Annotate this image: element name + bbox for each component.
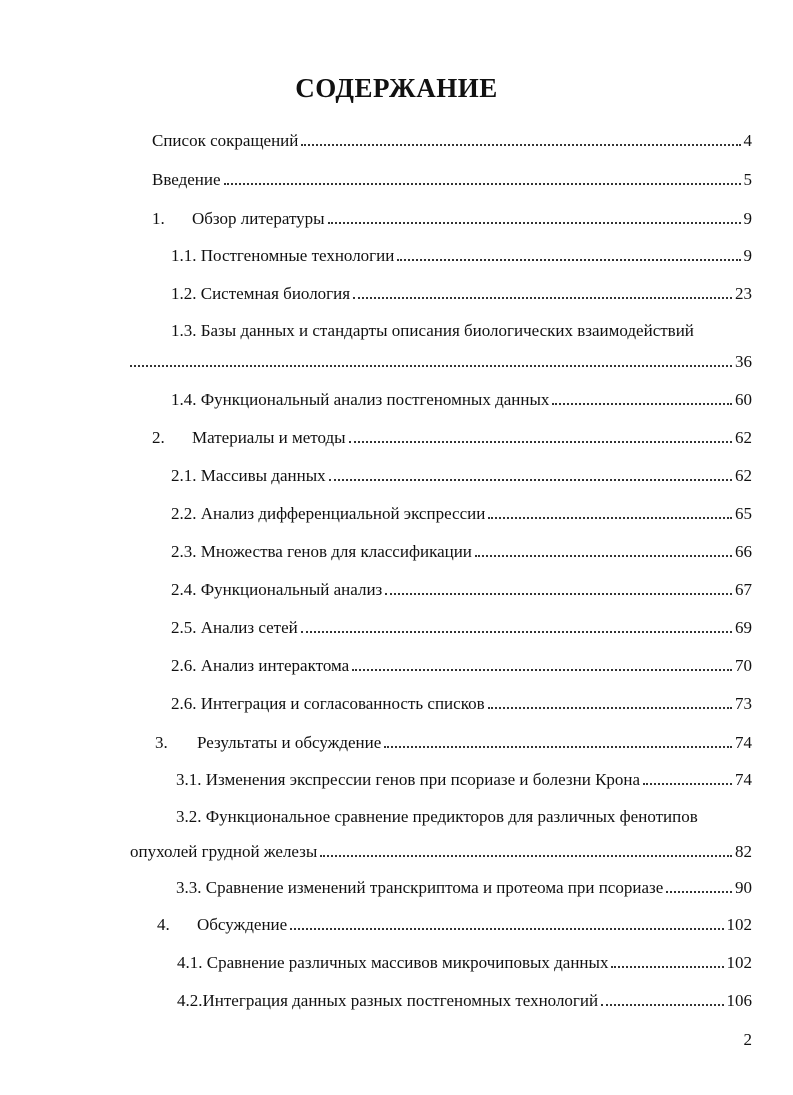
toc-entry-label: 2.3. Множества генов для классификации bbox=[171, 542, 472, 561]
toc-entry-label: 2.2. Анализ дифференциальной экспрессии bbox=[171, 504, 486, 523]
dot-leader bbox=[666, 887, 732, 893]
toc-entry-page: 65 bbox=[735, 504, 752, 523]
dot-leader bbox=[328, 218, 741, 224]
toc-entry[interactable] bbox=[130, 838, 752, 862]
toc-entry[interactable] bbox=[152, 127, 752, 151]
dot-leader bbox=[320, 851, 732, 857]
toc-entry-page: 36 bbox=[735, 352, 752, 371]
dot-leader bbox=[301, 140, 740, 146]
toc-entry[interactable] bbox=[155, 729, 752, 753]
dot-leader bbox=[349, 437, 732, 443]
toc-entry-page: 23 bbox=[735, 284, 752, 303]
toc-entry[interactable] bbox=[176, 766, 752, 790]
toc-entry-label: 2.5. Анализ сетей bbox=[171, 618, 298, 637]
toc-entry-page: 102 bbox=[726, 953, 752, 972]
toc-entry-line1[interactable] bbox=[176, 803, 752, 827]
toc-entry[interactable] bbox=[130, 348, 752, 372]
toc-entry-page: 73 bbox=[735, 694, 752, 713]
toc-entry-label: Материалы и методы bbox=[192, 428, 346, 447]
toc-entry-label: 1.4. Функциональный анализ постгеномных данных bbox=[171, 390, 550, 409]
toc-entry-label: 1.2. Системная биология bbox=[171, 284, 351, 303]
dot-leader bbox=[643, 779, 732, 785]
toc-entry[interactable] bbox=[171, 462, 752, 486]
toc-entry-label: Введение bbox=[152, 170, 221, 189]
toc-entry-label: 2.6. Анализ интерактома bbox=[171, 656, 350, 675]
toc-entry[interactable] bbox=[152, 166, 752, 190]
dot-leader bbox=[301, 627, 732, 633]
dot-leader bbox=[384, 742, 732, 748]
toc-entry-label: Обсуждение bbox=[197, 915, 288, 934]
toc-entry-label: опухолей грудной железы bbox=[130, 842, 318, 861]
toc-entry-label: 1.3. Базы данных и стандарты описания биологических взаимодействий bbox=[171, 321, 694, 340]
toc-entry[interactable] bbox=[171, 652, 752, 676]
toc-entry-page: 60 bbox=[735, 390, 752, 409]
dot-leader bbox=[611, 962, 723, 968]
toc-entry-page: 9 bbox=[743, 209, 752, 228]
dot-leader bbox=[130, 361, 732, 367]
toc-entry-page: 74 bbox=[735, 733, 752, 752]
toc-entry[interactable] bbox=[177, 949, 752, 973]
toc-entry[interactable] bbox=[152, 424, 752, 448]
dot-leader bbox=[488, 513, 732, 519]
dot-leader bbox=[385, 589, 732, 595]
toc-entry[interactable] bbox=[177, 987, 752, 1011]
toc-entry-page: 67 bbox=[735, 580, 752, 599]
toc-entry-page: 9 bbox=[743, 246, 752, 265]
page-title: СОДЕРЖАНИЕ bbox=[295, 73, 498, 103]
toc-entry-page: 102 bbox=[726, 915, 752, 934]
toc-entry[interactable] bbox=[171, 690, 752, 714]
page-number: 2 bbox=[743, 1030, 752, 1049]
toc-entry[interactable] bbox=[157, 911, 752, 935]
toc-entry-number: 4. bbox=[157, 915, 170, 934]
toc-entry-line1[interactable] bbox=[171, 317, 752, 341]
toc-entry[interactable] bbox=[171, 280, 752, 304]
toc-entry[interactable] bbox=[171, 614, 752, 638]
toc-entry-page: 74 bbox=[735, 770, 752, 789]
toc-entry[interactable] bbox=[152, 205, 752, 229]
toc-entry-label: 4.1. Сравнение различных массивов микрочиповых данных bbox=[177, 953, 609, 972]
toc-entry[interactable] bbox=[171, 386, 752, 410]
dot-leader bbox=[224, 179, 741, 185]
toc-entry-page: 5 bbox=[743, 170, 752, 189]
toc-entry-page: 62 bbox=[735, 466, 752, 485]
toc-entry-label: Список сокращений bbox=[152, 131, 299, 150]
toc-entry-label: 1.1. Постгеномные технологии bbox=[171, 246, 395, 265]
toc-entry-page: 66 bbox=[735, 542, 752, 561]
toc-entry-label: 3.3. Сравнение изменений транскриптома и протеома при псориазе bbox=[176, 878, 664, 897]
toc-entry-page: 4 bbox=[743, 131, 752, 150]
toc-entry-page: 90 bbox=[735, 878, 752, 897]
toc-entry[interactable] bbox=[176, 874, 752, 898]
dot-leader bbox=[488, 703, 732, 709]
dot-leader bbox=[329, 475, 732, 481]
toc-entry[interactable] bbox=[171, 500, 752, 524]
dot-leader bbox=[290, 924, 723, 930]
toc-entry-label: 4.2.Интеграция данных разных постгеномных технологий bbox=[177, 991, 599, 1010]
dot-leader bbox=[352, 665, 732, 671]
toc-entry-number: 2. bbox=[152, 428, 165, 447]
dot-leader bbox=[475, 551, 732, 557]
toc-entry-label: 2.4. Функциональный анализ bbox=[171, 580, 383, 599]
toc-entry[interactable] bbox=[171, 576, 752, 600]
dot-leader bbox=[601, 1000, 723, 1006]
toc-entry-page: 69 bbox=[735, 618, 752, 637]
dot-leader bbox=[552, 399, 732, 405]
toc-entry-label: Результаты и обсуждение bbox=[197, 733, 382, 752]
dot-leader bbox=[353, 293, 732, 299]
toc-entry-page: 62 bbox=[735, 428, 752, 447]
toc-entry-page: 106 bbox=[726, 991, 752, 1010]
toc-entry-label: 2.1. Массивы данных bbox=[171, 466, 326, 485]
toc-entry[interactable] bbox=[171, 242, 752, 266]
toc-entry[interactable] bbox=[171, 538, 752, 562]
toc-entry-page: 70 bbox=[735, 656, 752, 675]
dot-leader bbox=[397, 255, 740, 261]
toc-entry-label: 2.6. Интеграция и согласованность списков bbox=[171, 694, 485, 713]
toc-entry-number: 3. bbox=[155, 733, 168, 752]
toc-entry-label: Обзор литературы bbox=[192, 209, 325, 228]
toc-entry-label-line1: 3.2. Функциональное сравнение предикторов для различных фенотипов bbox=[176, 807, 698, 826]
toc-entry-page: 82 bbox=[735, 842, 752, 861]
toc-entry-label: 3.1. Изменения экспрессии генов при псориазе и болезни Крона bbox=[176, 770, 641, 789]
toc-entry-number: 1. bbox=[152, 209, 165, 228]
